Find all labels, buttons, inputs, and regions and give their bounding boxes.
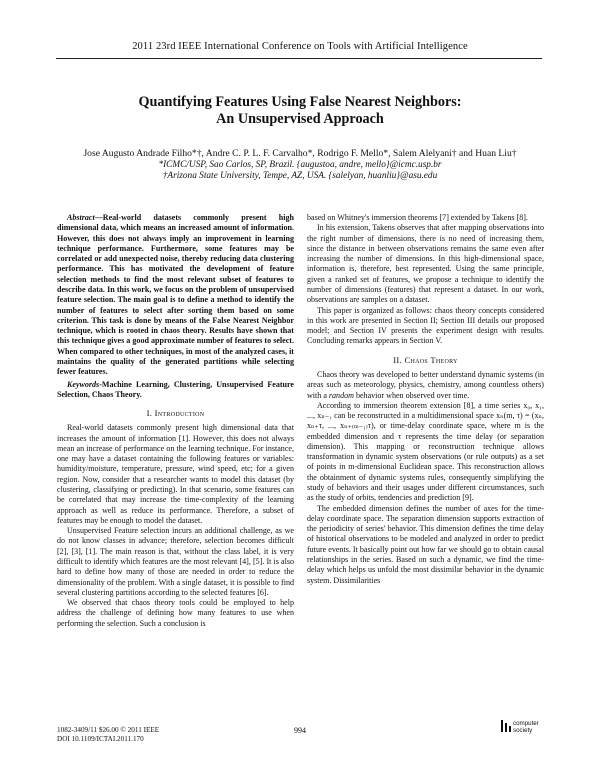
author-list: Jose Augusto Andrade Filho*†, Andre C. P. L. F. Carvalho*, Rodrigo F. Mello*, Salem Alelyani† and Huan Liu† xyxy=(83,148,517,159)
section-heading-chaos-theory: II. Chaos Theory xyxy=(393,354,458,365)
header-rule xyxy=(56,58,542,59)
computer-society-icon xyxy=(500,720,512,734)
conference-header: 2011 23rd IEEE International Conference on Tools with Artificial Intelligence xyxy=(132,41,468,52)
affiliation-2: †Arizona State University, Tempe, AZ, USA. {salelyan, huanliu}@asu.edu xyxy=(162,171,438,181)
abstract xyxy=(57,213,294,378)
intro-paragraph-2: Unsupervised Feature selection incurs an additional challenge, as we do not know classes in advance; therefore, selection becomes difficult [2], [3], [1]. The main reason is that, without the class label, it is very difficult to identify which features are the most relevant [4], [5]. It is also hard to define how many of those are needed in order to reduce the dimensionality of the problem. With a single dataset, it is possible to find several clustering partitions according to the selected features [6]. xyxy=(57,526,294,597)
logo-line-1: computer xyxy=(513,720,539,727)
section-heading-introduction: I. Introduction xyxy=(146,408,205,419)
intro-paragraph-3: We observed that chaos theory tools could be employed to help address the challenge of defining how many features to use when performing the selection. Such a conclusion is xyxy=(57,598,294,628)
abstract-label: Abstract xyxy=(67,213,95,222)
affiliation-1: *ICMC/USP, Sao Carlos, SP, Brazil. {augustoa, andre, mello}@icmc.usp.br xyxy=(158,160,442,170)
footer-doi: DOI 10.1109/ICTAI.2011.170 xyxy=(57,735,144,743)
keywords xyxy=(57,380,294,401)
logo-line-2: society xyxy=(513,726,533,734)
keywords-text: -Machine Learning, Clustering, Unsupervised Feature Selection, Chaos Theory. xyxy=(57,379,294,399)
keywords-label: Keywords xyxy=(67,379,100,389)
chaos-paragraph-2: According to immersion theorem extension [8], a time series x₀, x₁, ..., xₙ₋₁ can be reconstructed in a multidimensional space xₙ(m, τ) = (xₙ, xₙ₊τ, ..., xₙ₊₍ₘ₋₁₎τ), or time-delay coordinate space, where m is the embedded dimension and τ represents the time delay (or separation dimension). This mapping or reconstruction technique allows transformation in dynamic system observations (or rule outputs) as a set of points in m-dimensional Euclidean space. This reconstruction allows the obtainment of dynamic systems rules, consequently simplifying the study of behaviors and their usages under different circumstances, such as the study of orbits, tendencies and prediction [9]. xyxy=(307,400,544,503)
page-number: 994 xyxy=(294,726,306,735)
intro-paragraph-4: based on Whitney's immersion theorems [7] extended by Takens [8]. xyxy=(307,213,528,222)
footer-issn: 1082-3409/11 $26.00 © 2011 IEEE xyxy=(57,726,160,734)
right-column xyxy=(307,213,544,586)
left-column xyxy=(57,213,294,629)
title-line-1: Quantifying Features Using False Nearest Neighbors: xyxy=(138,94,462,110)
chaos-paragraph-3: The embedded dimension defines the number of axes for the time-delay coordinate space. The separation dimension supports extraction of the periodicity of series' behavior. This dimension defines the time delay of historical observations to be modeled and analyzed in order to predict future events. It basically point out how far we should go to obtain causal relationships in the series. Based on such a dynamic, we find the time-delay which helps us unfold the most dissimilar behavior in the dynamic system. Dissimilarities xyxy=(307,503,544,585)
ieee-computer-society-logo xyxy=(500,719,548,741)
intro-paragraph-1: Real-world datasets commonly present high dimensional data that increases the amount of information [1]. However, this does not always mean an increase of performance on the learning technique. For instance, one may have a dataset containing the following features or variables: humidity/moisture, temperature, pressure, wind speed, etc; for a given region. Now, consider that a researcher wants to model this dataset (by clustering, classifying or predicting). In that scenario, some features can be correlated that may increase the time-complexity of the learning approach as well as reduce its performance. Therefore, a subset of features may be enough to model the dataset. xyxy=(57,423,294,525)
chaos-paragraph-1: Chaos theory was developed to better understand dynamic systems (in areas such as meteorology, physics, chemistry, among countless others) with a random behavior when observed over time. xyxy=(307,369,544,400)
intro-paragraph-5: In his extension, Takens observes that after mapping observations into the right number of dimensions, there is no need of increasing them, since the distance in between observations remains the same even after increasing the number of dimensions. In this high-dimensional space, information is, therefore, best represented. Using the same principle, given a ranked set of features, we propose a technique to identify the number of dimensions (features) that represent a dataset. In our work, observations are samples on a dataset. xyxy=(307,223,544,305)
intro-paragraph-6: This paper is organized as follows: chaos theory concepts considered in this work are presented in Section II; Section III details our proposed model; and Section IV presents the experiment design with results. Concluding remarks appears in Section V. xyxy=(307,305,544,346)
title-line-2: An Unsupervised Approach xyxy=(216,110,384,127)
abstract-text: —Real-world datasets commonly present high dimensional data, which means an increased amount of information. However, this does not always imply an improvement in learning technique performance. Furthermore, some features may be correlated or add unexpected noise, thereby reducing data clustering performance. This has motivated the development of feature selection methods to find the most relevant subset of features to describe data. In this work, we focus on the problem of unsupervised feature selection. The main goal is to define a method to identify the number of features to select after sorting them based on some criterion. This task is done by means of the False Nearest Neighbor technique, which is rooted in chaos theory. Results have shown that this technique gives a good approximate number of features to select. When compared to other techniques, in most of the analyzed cases, it maintains the quality of the generated partitions while selecting fewer features. xyxy=(57,213,294,377)
paper-title xyxy=(60,94,540,127)
